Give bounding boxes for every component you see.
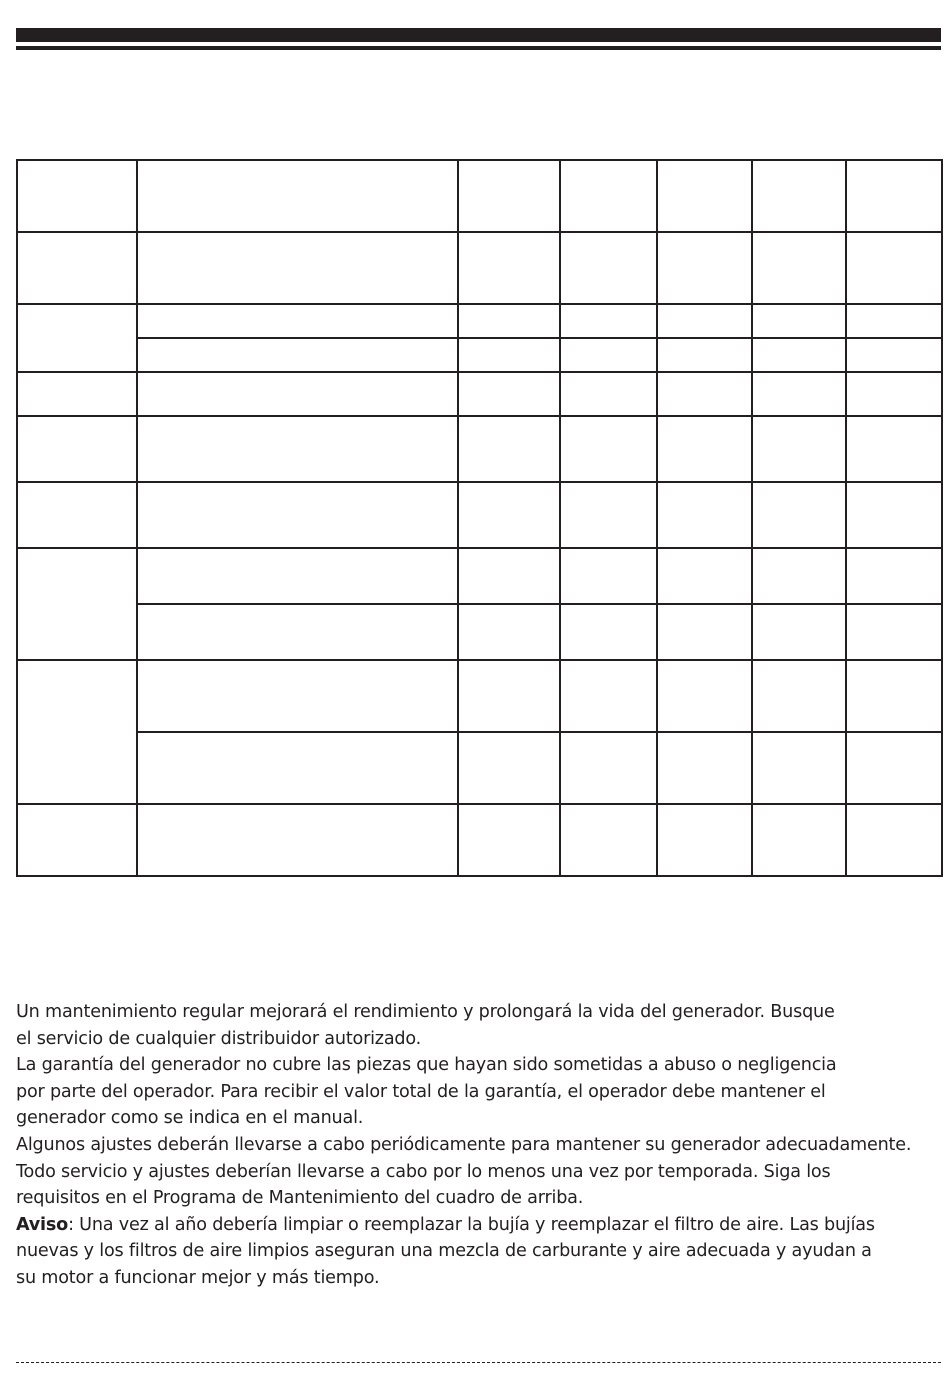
table-cell — [17, 482, 137, 548]
body-line: generador como se indica en el manual. — [16, 1108, 364, 1129]
table-cell — [560, 604, 657, 660]
table-cell — [657, 548, 752, 604]
table-cell — [560, 732, 657, 804]
table-cell — [752, 232, 846, 304]
table-cell — [560, 804, 657, 876]
table-header-row — [17, 160, 942, 232]
table-cell — [17, 660, 137, 804]
table-row — [17, 482, 942, 548]
table-cell — [17, 416, 137, 482]
table-cell — [458, 304, 560, 338]
table-cell — [752, 604, 846, 660]
table-cell — [137, 372, 458, 416]
table-cell — [137, 482, 458, 548]
table-cell — [657, 232, 752, 304]
table-cell — [752, 482, 846, 548]
table-cell — [846, 304, 942, 338]
table-cell — [458, 660, 560, 732]
table-cell — [458, 548, 560, 604]
table-cell — [458, 232, 560, 304]
table-cell — [137, 338, 458, 372]
table-row — [17, 232, 942, 304]
table-cell — [752, 732, 846, 804]
body-line: el servicio de cualquier distribuidor autorizado. — [16, 1028, 422, 1049]
table-cell — [458, 604, 560, 660]
table-row — [17, 416, 942, 482]
body-line: Un mantenimiento regular mejorará el rendimiento y prolongará la vida del generador. Busque — [16, 1002, 835, 1022]
table-cell — [657, 416, 752, 482]
table-cell — [752, 338, 846, 372]
table-cell — [137, 660, 458, 732]
notice-label: Aviso — [16, 1214, 69, 1235]
table-row — [17, 604, 942, 660]
table-cell — [657, 304, 752, 338]
table-cell — [846, 660, 942, 732]
table-cell — [458, 160, 560, 232]
table-cell — [657, 160, 752, 232]
table-cell — [657, 482, 752, 548]
table-cell — [657, 604, 752, 660]
table-cell — [137, 160, 458, 232]
table-cell — [137, 804, 458, 876]
table-cell — [560, 160, 657, 232]
header-rule-thin — [16, 46, 941, 50]
body-line: por parte del operador. Para recibir el valor total de la garantía, el operador debe mantener el — [16, 1081, 826, 1102]
table-cell — [846, 604, 942, 660]
maintenance-notes — [16, 999, 946, 1292]
table-row — [17, 304, 942, 338]
table-cell — [560, 548, 657, 604]
table-cell — [657, 372, 752, 416]
table-cell — [137, 604, 458, 660]
table-row — [17, 372, 942, 416]
body-line: La garantía del generador no cubre las piezas que hayan sido sometidas a abuso o negligencia — [16, 1055, 837, 1076]
table-cell — [846, 372, 942, 416]
table-cell — [458, 372, 560, 416]
table-row — [17, 804, 942, 876]
table-cell — [657, 732, 752, 804]
table-cell — [846, 732, 942, 804]
body-line: Algunos ajustes deberán llevarse a cabo periódicamente para mantener su generador adecuadamente. — [16, 1134, 912, 1155]
table-cell — [560, 232, 657, 304]
header-rule-thick — [16, 28, 941, 42]
table-cell — [560, 660, 657, 732]
notice-line — [16, 1212, 946, 1239]
table-cell — [458, 416, 560, 482]
table-cell — [846, 416, 942, 482]
table-cell — [657, 804, 752, 876]
table-cell — [846, 338, 942, 372]
footer-dashed-rule — [16, 1362, 941, 1363]
table-cell — [752, 548, 846, 604]
table-cell — [17, 372, 137, 416]
table-cell — [17, 232, 137, 304]
table-cell — [560, 304, 657, 338]
table-cell — [17, 804, 137, 876]
table-row — [17, 338, 942, 372]
table-cell — [752, 304, 846, 338]
table-cell — [846, 232, 942, 304]
table-cell — [846, 482, 942, 548]
table-cell — [137, 732, 458, 804]
table-cell — [752, 660, 846, 732]
notice-line: su motor a funcionar mejor y más tiempo. — [16, 1267, 380, 1288]
table-cell — [846, 804, 942, 876]
notice-text: : Una vez al año debería limpiar o reemplazar la bujía y reemplazar el filtro de aire. Las bujías — [68, 1214, 875, 1235]
table-row — [17, 660, 942, 732]
table-cell — [137, 304, 458, 338]
table-cell — [752, 804, 846, 876]
table-cell — [17, 548, 137, 660]
maintenance-schedule-table — [16, 159, 943, 877]
table-row — [17, 732, 942, 804]
table-row — [17, 548, 942, 604]
table-cell — [17, 160, 137, 232]
table-cell — [458, 482, 560, 548]
body-line: Todo servicio y ajustes deberían llevarse a cabo por lo menos una vez por temporada. Siga los — [16, 1161, 831, 1182]
table-cell — [137, 232, 458, 304]
table-cell — [846, 160, 942, 232]
table-cell — [846, 548, 942, 604]
table-cell — [752, 160, 846, 232]
notice-line: nuevas y los filtros de aire limpios aseguran una mezcla de carburante y aire adecuada y ayudan a — [16, 1241, 872, 1262]
table-cell — [752, 372, 846, 416]
table-cell — [752, 416, 846, 482]
table-cell — [137, 416, 458, 482]
table-cell — [137, 548, 458, 604]
table-cell — [560, 372, 657, 416]
table-cell — [560, 416, 657, 482]
table-cell — [458, 338, 560, 372]
table-cell — [657, 660, 752, 732]
table-cell — [560, 338, 657, 372]
table-cell — [458, 804, 560, 876]
table-cell — [17, 304, 137, 372]
table-cell — [458, 732, 560, 804]
table-cell — [657, 338, 752, 372]
table-cell — [560, 482, 657, 548]
body-line: requisitos en el Programa de Mantenimiento del cuadro de arriba. — [16, 1188, 584, 1209]
